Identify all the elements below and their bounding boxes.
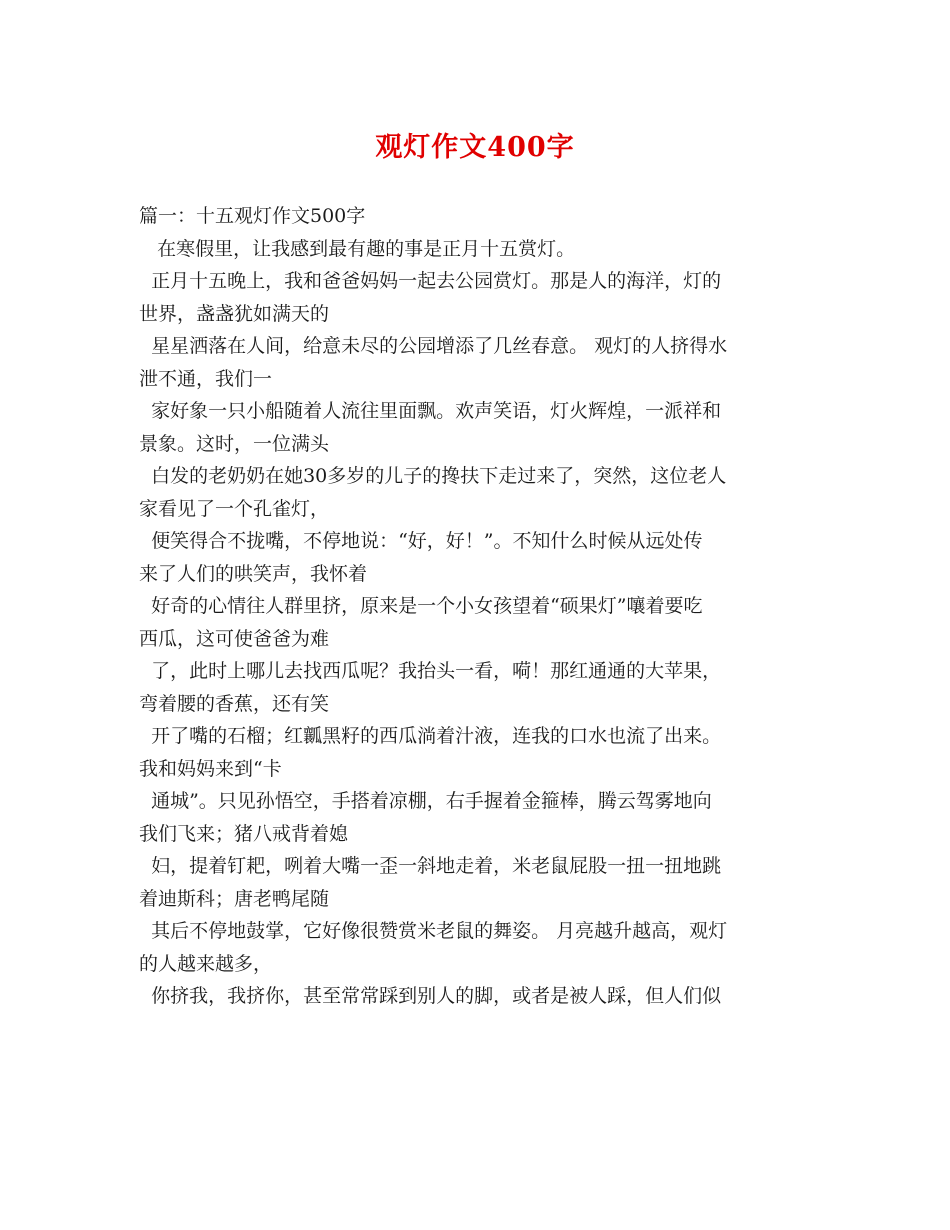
text-line: 了，此时上哪儿去找西瓜呢？我抬头一看，嗬！那红通通的大苹果， bbox=[139, 660, 722, 682]
text-line: 妇，提着钉耙，咧着大嘴一歪一斜地走着，米老鼠屁股一扭一扭地跳 bbox=[139, 855, 722, 877]
text-line: 其后不停地鼓掌，它好像很赞赏米老鼠的舞姿。 月亮越升越高，观灯 bbox=[139, 920, 728, 942]
text-line: 家看见了一个孔雀灯， bbox=[139, 497, 330, 520]
text-line: 白发的老奶奶在她30多岁的儿子的搀扶下走过来了，突然，这位老人 bbox=[139, 465, 727, 487]
text-line: 的人越来越多， bbox=[139, 952, 273, 975]
document-body bbox=[139, 200, 819, 1013]
text-line: 好奇的心情往人群里挤，原来是一个小女孩望着“硕果灯”嚷着要吃 bbox=[139, 595, 703, 617]
text-line: 世界，盏盏犹如满天的 bbox=[139, 302, 330, 325]
text-line: 便笑得合不拢嘴，不停地说：“好，好！”。不知什么时候从远处传 bbox=[139, 530, 703, 552]
text-line: 家好象一只小船随着人流往里面飘。欢声笑语，灯火辉煌，一派祥和 bbox=[139, 400, 722, 422]
text-line: 我和妈妈来到“卡 bbox=[139, 757, 282, 780]
text-line: 泄不通，我们一 bbox=[139, 367, 273, 390]
document-title: 观灯作文400字 bbox=[375, 132, 575, 163]
text-line: 篇一：十五观灯作文500字 bbox=[139, 205, 366, 227]
text-line: 着迪斯科；唐老鸭尾随 bbox=[139, 887, 330, 910]
text-line: 在寒假里，让我感到最有趣的事是正月十五赏灯。 bbox=[139, 237, 576, 260]
text-line: 星星洒落在人间，给意未尽的公园增添了几丝春意。 观灯的人挤得水 bbox=[139, 335, 728, 357]
text-line: 通城”。只见孙悟空，手搭着凉棚，右手握着金箍棒，腾云驾雾地向 bbox=[139, 790, 712, 812]
text-line: 正月十五晚上，我和爸爸妈妈一起去公园赏灯。那是人的海洋，灯的 bbox=[139, 270, 722, 292]
text-line: 我们飞来；猪八戒背着媳 bbox=[139, 822, 349, 845]
text-line: 你挤我，我挤你，甚至常常踩到别人的脚，或者是被人踩，但人们似 bbox=[139, 985, 722, 1007]
text-line: 开了嘴的石榴；红瓤黑籽的西瓜淌着汁液，连我的口水也流了出来。 bbox=[139, 725, 722, 747]
text-line: 西瓜，这可使爸爸为难 bbox=[139, 627, 330, 650]
text-line: 景象。这时，一位满头 bbox=[139, 432, 330, 455]
text-line: 来了人们的哄笑声，我怀着 bbox=[139, 562, 368, 585]
text-line: 弯着腰的香蕉，还有笑 bbox=[139, 692, 330, 715]
